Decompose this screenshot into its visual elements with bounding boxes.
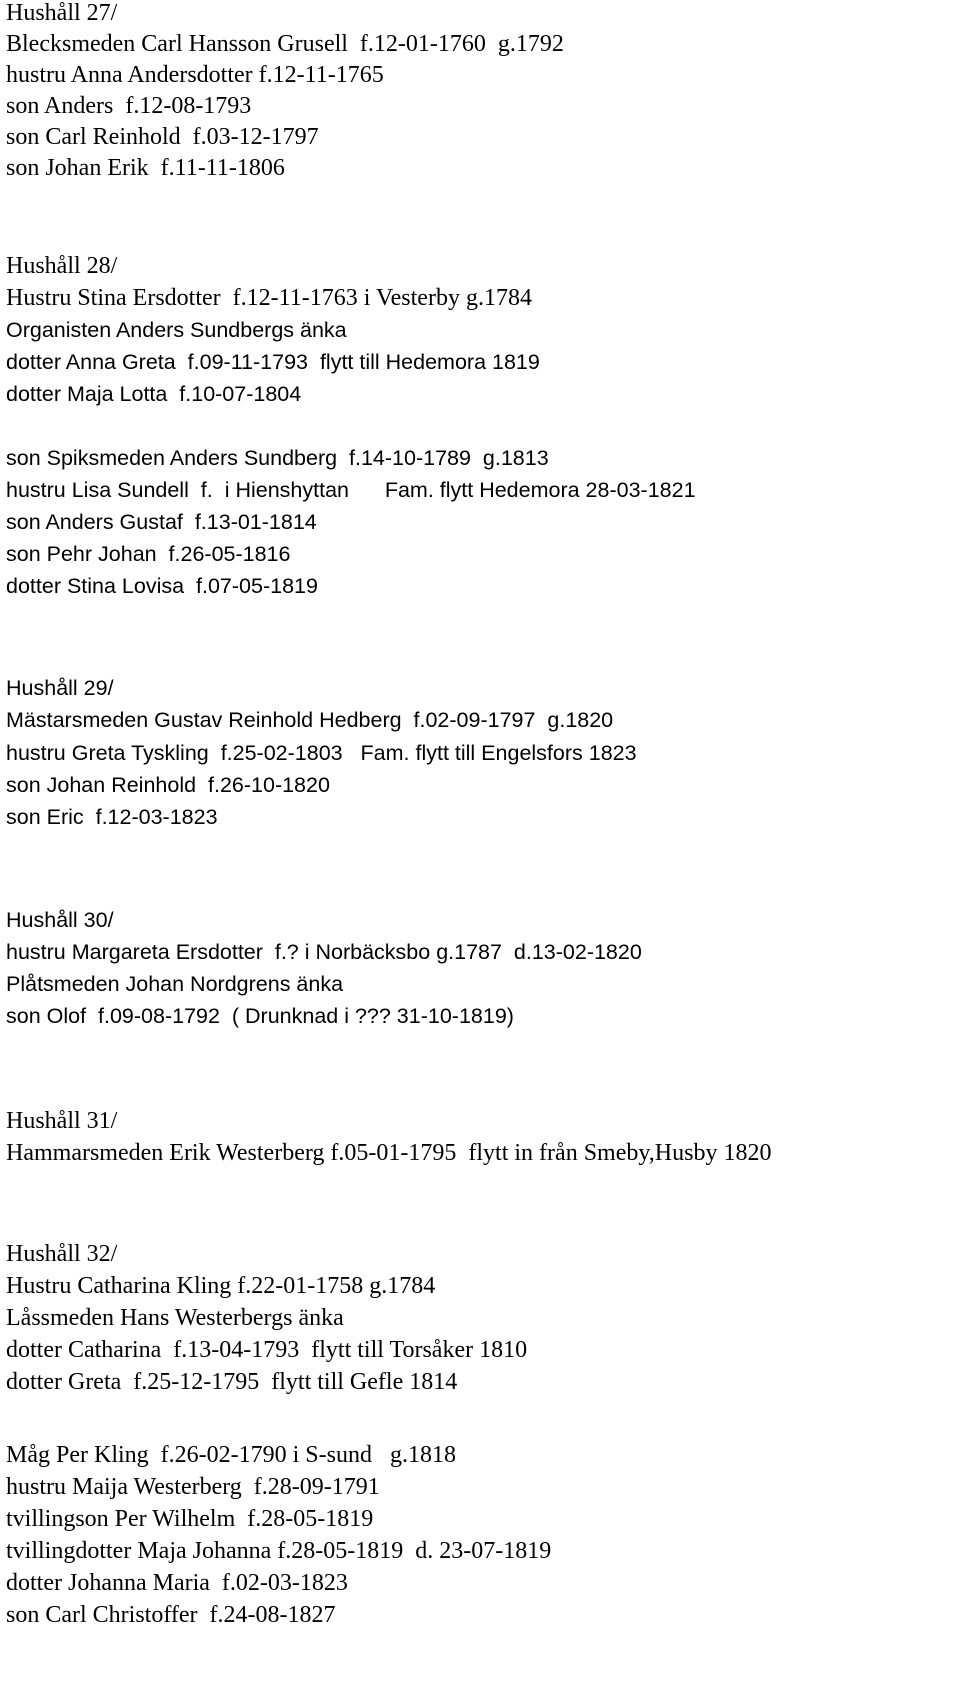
person-entry: hustru Maija Westerberg f.28-09-1791 (6, 1474, 380, 1500)
person-entry: hustru Greta Tyskling f.25-02-1803 Fam. flytt till Engelsfors 1823 (6, 741, 637, 765)
person-entry: Organisten Anders Sundbergs änka (6, 318, 347, 342)
person-entry: son Pehr Johan f.26-05-1816 (6, 542, 291, 566)
person-entry: son Spiksmeden Anders Sundberg f.14-10-1789 g.1813 (6, 446, 549, 470)
person-entry: Låssmeden Hans Westerbergs änka (6, 1305, 344, 1331)
household-heading: Hushåll 31/ (6, 1108, 118, 1134)
household-heading: Hushåll 28/ (6, 253, 118, 279)
person-entry: Plåtsmeden Johan Nordgrens änka (6, 972, 344, 996)
person-entry: Hammarsmeden Erik Westerberg f.05-01-1795 flytt in från Smeby,Husby 1820 (6, 1140, 772, 1166)
person-entry: tvillingson Per Wilhelm f.28-05-1819 (6, 1506, 374, 1532)
person-entry: son Johan Reinhold f.26-10-1820 (6, 773, 330, 797)
person-entry: Blecksmeden Carl Hansson Grusell f.12-01-1760 g.1792 (6, 31, 564, 57)
person-entry: dotter Greta f.25-12-1795 flytt till Gefle 1814 (6, 1369, 458, 1395)
person-entry: son Eric f.12-03-1823 (6, 805, 218, 829)
household-heading: Hushåll 29/ (6, 676, 114, 700)
person-entry: dotter Anna Greta f.09-11-1793 flytt till Hedemora 1819 (6, 350, 540, 374)
person-entry: son Johan Erik f.11-11-1806 (6, 155, 285, 181)
household-heading: Hushåll 30/ (6, 908, 114, 932)
household-heading: Hushåll 27/ (6, 0, 118, 26)
person-entry: Hustru Catharina Kling f.22-01-1758 g.1784 (6, 1273, 436, 1299)
person-entry: Hustru Stina Ersdotter f.12-11-1763 i Vesterby g.1784 (6, 285, 532, 311)
person-entry: Måg Per Kling f.26-02-1790 i S-sund g.1818 (6, 1442, 456, 1468)
person-entry: dotter Stina Lovisa f.07-05-1819 (6, 574, 318, 598)
person-entry: tvillingdotter Maja Johanna f.28-05-1819 d. 23-07-1819 (6, 1538, 552, 1564)
person-entry: dotter Catharina f.13-04-1793 flytt till Torsåker 1810 (6, 1337, 528, 1363)
person-entry: son Carl Christoffer f.24-08-1827 (6, 1602, 336, 1628)
household-heading: Hushåll 32/ (6, 1241, 118, 1267)
person-entry: dotter Johanna Maria f.02-03-1823 (6, 1570, 348, 1596)
person-entry: Mästarsmeden Gustav Reinhold Hedberg f.02-09-1797 g.1820 (6, 708, 614, 732)
person-entry: son Carl Reinhold f.03-12-1797 (6, 124, 319, 150)
person-entry: son Anders Gustaf f.13-01-1814 (6, 510, 317, 534)
person-entry: son Anders f.12-08-1793 (6, 93, 252, 119)
person-entry: hustru Lisa Sundell f. i Hienshyttan Fam. flytt Hedemora 28-03-1821 (6, 478, 696, 502)
person-entry: hustru Margareta Ersdotter f.? i Norbäcksbo g.1787 d.13-02-1820 (6, 940, 642, 964)
person-entry: hustru Anna Andersdotter f.12-11-1765 (6, 62, 384, 88)
person-entry: dotter Maja Lotta f.10-07-1804 (6, 382, 302, 406)
person-entry: son Olof f.09-08-1792 ( Drunknad i ??? 31-10-1819) (6, 1004, 514, 1028)
